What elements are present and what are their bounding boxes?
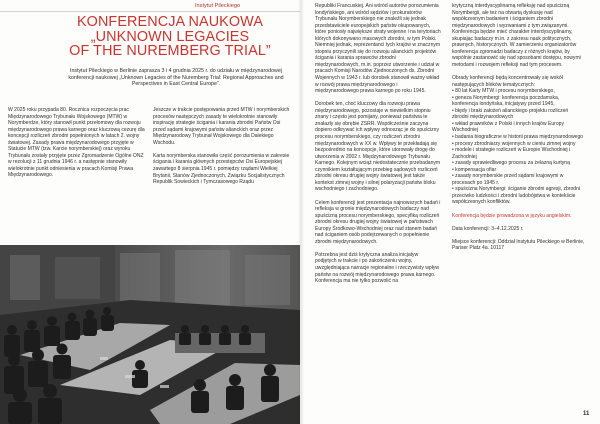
topic-item: • zasady sprawiedliwego procesu za żelazną kurtyną xyxy=(452,160,570,167)
conference-venue: Miejsce konferencji: Oddział Instytutu Pileckiego w Berlinie, Pariser Platz 4a. 10117 xyxy=(452,238,585,252)
language-note: Konferencja będzie prowadzona w języku angielskim. xyxy=(452,212,572,219)
title-line-3: OF THE NUREMBERG TRIAL” xyxy=(69,43,271,60)
topic-item: • 80 lat Karty MTW i procesu norymberskiego, xyxy=(452,88,555,95)
right-b-paragraph-1: krytyczną interdyscyplinarną refleksję nad spuścizną Norymbergii, ale też na otwartą dyskusję nad współczesnym badaniem i ściganiem zbrodni międzynarodowych i wyzwaniami z tym związanymi. Konferencja będzie mieć charakter interdyscyplinarny, skupiając badaczy m.in. z zakresu nauk politycznych, prawnych, historycznych. W zamierzeniu organizatorów konferencja zgromadzi badaczy z różnych krajów, by wspólnie zastanowić się nad sposobami dostępu, nowymi metodami i rozwojem refleksji nad tym procesem. xyxy=(452,3,581,68)
right-a-paragraph-1: Republiki Francuskiej. Ani wśród autorów porozumienia londyńskiego, ani wśród sędziów i prokuratorów Trybunału Norymberskiego nie znaleźli się jednak przedstawiciele europejskich państw okupowanych, które poniosły największe straty wojenne i na terytoriach których dokonywano masowych zbrodni, w tym Polski. Niemniej jednak, reprezentanci tych krajów w znacznym stopniu przyczynili się do rozwoju alianckich projektów ścigania i karania sprawców zbrodni międzynarodowych, m.in. poprzez utworzenie i udział w pracach Komisji Narodów Zjednoczonych ds. Zbrodni Wojennych w 1943 r. lub dorobek stanowił ważny wkład w rozwój prawa międzynarodowego i międzynarodowego prawa karnego po roku 1945. xyxy=(315,3,441,95)
left-paragraph-1: W 2025 roku przypada 80. Rocznica rozpoczęcia prac Międzynarodowego Trybunału Wojskowego (MTW) w Norymberdze, który stanowił punkt przełomowy dla rozwoju międzynarodowego prawa karnego oraz kluczową cezurę dla koncepcji rozliczeń zbrodni popełnionych w latach 2. wojny światowej. Zasady prawa międzynarodowego przyjęte w Statucie MTW (tzw. Karcie norymberskiej) oraz wyroku Trybunału zostały przyjęte przez Zgromadzenie Ogólne ONZ w rezolucji z 11 grudnia 1946 r. a następnie stanowiły wielokrotnie punkt odniesienia w pracach Komisji Prawa Międzynarodowego. xyxy=(8,107,145,179)
courtroom-photo xyxy=(0,245,300,424)
middle-paragraph-2: Karta norymberska stanowiła część porozumienia w zakresie ścigania i karania głównych przestępców Osi Europejskiej zawartego 8 sierpnia 1945 r. pomiędzy rządami Wielkiej Brytanii, Stanów Zjednoczonych, Związku Socjalistycznych Republik Sowieckich i Tymczasowego Rządu xyxy=(153,152,290,186)
topic-item: • spuścizna Norymbergi: ściganie zbrodni agresji, zbrodni przeciwko ludzkości i zbrodni ludobójstwa w kontekście współczesnych konfliktów. xyxy=(452,186,580,206)
left-column xyxy=(8,107,148,186)
conference-date: Data konferencji: 3–4.12.2025 r. xyxy=(452,225,524,232)
page-number: 11 xyxy=(583,411,590,417)
middle-paragraph-1: Jeszcze w trakcie postępowania przed MTW i norymberskich procesów następczych zasady te wielokrotnie stanowiły inspirację strategie ścigania i karania zbrodni Państw Osi przed sądami krajowymi państw alianckich oraz przez Międzynarodowy Trybunał Wojskowego dla Dalekiego Wschodu. xyxy=(153,107,290,146)
article-title xyxy=(40,15,300,59)
header-rule xyxy=(0,11,300,12)
topic-item: • modele i strategie rozliczeń w Europie Wschodniej i Zachodniej xyxy=(452,147,571,160)
topic-item: • kompensacja ofiar xyxy=(452,166,497,173)
right-a-paragraph-4: Potrzebna jest dziś krytyczna analiza inicjatyw podjętych w trakcie i po zakończeniu wojny, uwzględniająca narracje regionalne i rzeczywisty wpływ państw na rozwój międzynarodowego prawa karnego. Konferencja ma nie tylko pozwolić na xyxy=(315,251,439,285)
topic-item: • zasady norymberskie przed sądami krajowymi w procesach po 1945 r. xyxy=(452,173,564,186)
right-a-paragraph-2: Dorobek ten, choć kluczowy dla rozwoju prawa międzynarodowego, pozostaje w niewielkim stopniu znany i często jest pomijany, ponieważ państwa te znalazły się obrębie ZSRR. Współcześnie zaczyna dopiero odkrywać ich wpływy odnosząc je do spuścizny procesu norymberskiego, czy rozliczeń zbrodni międzynarodowych w XX w. Wpływy te przekładają się bezpośrednio na koncepcje, które utorowały drogę do utworzenia w 2002 r. Międzynarodowego Trybunału Karnego. Kolejnym wciąż niedostatecznie przebadanym czynnikiem kształtującym przebieg sądowych rozliczeń zbrodni okresu drugiej wojny światowej jest także kontekst zimnej wojny i silnej polaryzacji państw bloku wschodniego i zachodniego. xyxy=(315,101,441,193)
title-line-2: „UNKNOWN LEGACIES xyxy=(90,28,250,45)
topic-item: • geneza Norymbergi: konferencja poczdamska, konferencja londyńska, inicjatywy przed 1945, xyxy=(452,94,560,108)
middle-column xyxy=(153,107,293,192)
right-column-a xyxy=(315,3,441,291)
page-gutter xyxy=(298,0,304,424)
topic-item: • badania biograficzne w historii prawa międzynarodowego xyxy=(452,133,584,140)
topic-item: • błędy i braki założeń alianckiego projektu rozliczeń zbrodni międzynarodowych xyxy=(452,107,569,121)
topic-item: • wkład prawników z Polski i innych krajów Europy Wschodniej xyxy=(452,120,564,134)
topic-item: • procesy zbrodniarzy wojennych w cieniu zimnej wojny xyxy=(452,140,576,147)
right-b-paragraph-2: Obrady konferencji będą koncentrowały się wokół następujących bloków tematycznych: xyxy=(452,75,563,88)
right-a-paragraph-3: Celem konferencji jest prezentacja najnowszych badań i refleksja w gronie międzynarodowych badaczy nad spuścizną procesu norymberskiego, specyfiką rozliczeń zbrodni okresu drugiej wojny światowej w państwach Europy Środkowo-Wschodniej oraz nad stanem badań nad ściganiem osób podejrzewanych o popełnienie zbrodni międzynarodowych. xyxy=(315,199,441,245)
topics-list xyxy=(452,88,585,206)
intro-paragraph: Instytut Pileckiego w Berlinie zaprasza 3 i 4 grudnia 2025 r. do udziału w międzynarodowej konferencji naukowej „Unknown Legacies of the Nuremberg Trial: Regional Approaches and Perspectives in East Central Europe”. xyxy=(68,68,284,88)
section-header-label: Instytut Pileckiego xyxy=(195,3,241,9)
right-column-b xyxy=(452,3,585,259)
title-line-1: KONFERENCJA NAUKOWA xyxy=(76,14,264,30)
